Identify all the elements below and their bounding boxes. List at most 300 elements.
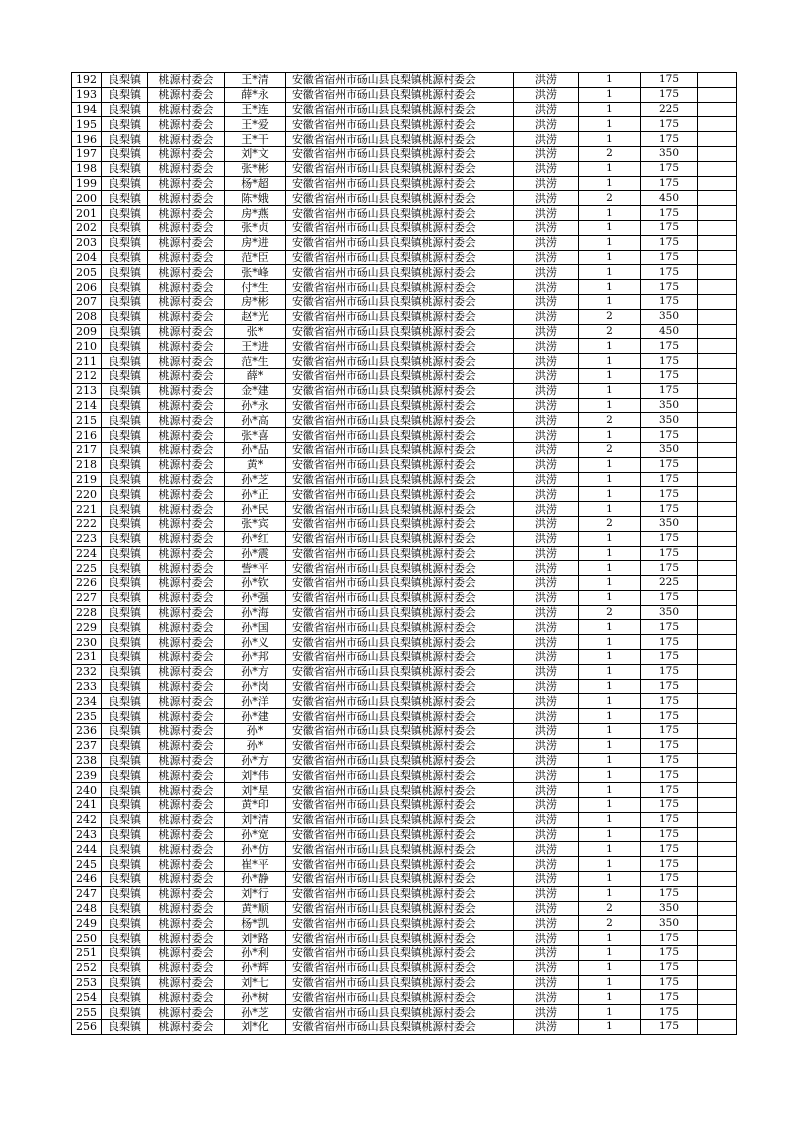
cell-town: 良梨镇 [102, 738, 148, 753]
cell-village-committee: 桃源村委会 [148, 886, 225, 901]
cell-row-number: 223 [72, 531, 102, 546]
cell-town: 良梨镇 [102, 916, 148, 931]
cell-address: 安徽省宿州市砀山县良梨镇桃源村委会 [286, 753, 514, 768]
cell-row-number: 205 [72, 265, 102, 280]
cell-amount: 175 [641, 546, 698, 561]
cell-town: 良梨镇 [102, 502, 148, 517]
table-row [72, 220, 737, 235]
cell-household-size: 2 [579, 916, 641, 931]
cell-household-size: 1 [579, 768, 641, 783]
cell-name: 付*生 [225, 280, 286, 295]
cell-disaster-type: 洪涝 [514, 561, 579, 576]
cell-amount: 175 [641, 265, 698, 280]
table-row [72, 472, 737, 487]
cell-remark [698, 931, 737, 946]
cell-town: 良梨镇 [102, 605, 148, 620]
cell-household-size: 1 [579, 206, 641, 221]
cell-address: 安徽省宿州市砀山县良梨镇桃源村委会 [286, 975, 514, 990]
table-row [72, 664, 737, 679]
cell-address: 安徽省宿州市砀山县良梨镇桃源村委会 [286, 294, 514, 309]
cell-village-committee: 桃源村委会 [148, 294, 225, 309]
cell-row-number: 224 [72, 546, 102, 561]
cell-household-size: 2 [579, 605, 641, 620]
cell-village-committee: 桃源村委会 [148, 161, 225, 176]
cell-town: 良梨镇 [102, 798, 148, 813]
cell-name: 王*清 [225, 73, 286, 88]
cell-amount: 175 [641, 339, 698, 354]
cell-village-committee: 桃源村委会 [148, 946, 225, 961]
cell-amount: 175 [641, 457, 698, 472]
cell-name: 孙*国 [225, 620, 286, 635]
cell-household-size: 1 [579, 753, 641, 768]
cell-disaster-type: 洪涝 [514, 1020, 579, 1035]
cell-address: 安徽省宿州市砀山县良梨镇桃源村委会 [286, 220, 514, 235]
cell-address: 安徽省宿州市砀山县良梨镇桃源村委会 [286, 605, 514, 620]
cell-address: 安徽省宿州市砀山县良梨镇桃源村委会 [286, 73, 514, 88]
cell-town: 良梨镇 [102, 650, 148, 665]
cell-amount: 175 [641, 664, 698, 679]
cell-village-committee: 桃源村委会 [148, 857, 225, 872]
cell-household-size: 2 [579, 309, 641, 324]
cell-amount: 175 [641, 487, 698, 502]
cell-town: 良梨镇 [102, 487, 148, 502]
table-row [72, 161, 737, 176]
cell-remark [698, 664, 737, 679]
cell-disaster-type: 洪涝 [514, 812, 579, 827]
cell-remark [698, 531, 737, 546]
cell-address: 安徽省宿州市砀山县良梨镇桃源村委会 [286, 664, 514, 679]
cell-village-committee: 桃源村委会 [148, 265, 225, 280]
cell-address: 安徽省宿州市砀山县良梨镇桃源村委会 [286, 635, 514, 650]
table-row [72, 87, 737, 102]
cell-amount: 175 [641, 768, 698, 783]
cell-town: 良梨镇 [102, 265, 148, 280]
cell-household-size: 1 [579, 975, 641, 990]
cell-amount: 175 [641, 368, 698, 383]
cell-household-size: 1 [579, 694, 641, 709]
cell-name: 孙*红 [225, 531, 286, 546]
cell-row-number: 208 [72, 309, 102, 324]
table-row [72, 857, 737, 872]
cell-disaster-type: 洪涝 [514, 117, 579, 132]
cell-town: 良梨镇 [102, 73, 148, 88]
cell-address: 安徽省宿州市砀山县良梨镇桃源村委会 [286, 280, 514, 295]
cell-disaster-type: 洪涝 [514, 783, 579, 798]
table-row [72, 738, 737, 753]
cell-amount: 175 [641, 206, 698, 221]
cell-name: 孙*钦 [225, 576, 286, 591]
cell-household-size: 1 [579, 428, 641, 443]
cell-household-size: 1 [579, 679, 641, 694]
cell-town: 良梨镇 [102, 664, 148, 679]
cell-disaster-type: 洪涝 [514, 428, 579, 443]
cell-disaster-type: 洪涝 [514, 502, 579, 517]
cell-name: 刘*化 [225, 1020, 286, 1035]
cell-disaster-type: 洪涝 [514, 724, 579, 739]
cell-address: 安徽省宿州市砀山县良梨镇桃源村委会 [286, 842, 514, 857]
cell-town: 良梨镇 [102, 990, 148, 1005]
cell-amount: 225 [641, 102, 698, 117]
cell-household-size: 1 [579, 724, 641, 739]
cell-household-size: 1 [579, 117, 641, 132]
cell-disaster-type: 洪涝 [514, 650, 579, 665]
cell-name: 孙*芝 [225, 1005, 286, 1020]
table-row [72, 531, 737, 546]
cell-household-size: 1 [579, 250, 641, 265]
cell-address: 安徽省宿州市砀山县良梨镇桃源村委会 [286, 990, 514, 1005]
cell-disaster-type: 洪涝 [514, 176, 579, 191]
cell-disaster-type: 洪涝 [514, 265, 579, 280]
cell-disaster-type: 洪涝 [514, 694, 579, 709]
cell-name: 陈*娥 [225, 191, 286, 206]
cell-name: 黄*印 [225, 798, 286, 813]
cell-disaster-type: 洪涝 [514, 516, 579, 531]
cell-remark [698, 946, 737, 961]
cell-village-committee: 桃源村委会 [148, 635, 225, 650]
cell-row-number: 203 [72, 235, 102, 250]
table-row [72, 280, 737, 295]
cell-household-size: 1 [579, 635, 641, 650]
cell-row-number: 200 [72, 191, 102, 206]
cell-town: 良梨镇 [102, 280, 148, 295]
cell-household-size: 1 [579, 872, 641, 887]
cell-village-committee: 桃源村委会 [148, 457, 225, 472]
cell-name: 孙*静 [225, 872, 286, 887]
cell-address: 安徽省宿州市砀山县良梨镇桃源村委会 [286, 428, 514, 443]
table-row [72, 635, 737, 650]
table-row [72, 339, 737, 354]
cell-row-number: 234 [72, 694, 102, 709]
cell-household-size: 1 [579, 1020, 641, 1035]
cell-village-committee: 桃源村委会 [148, 206, 225, 221]
cell-town: 良梨镇 [102, 309, 148, 324]
cell-disaster-type: 洪涝 [514, 886, 579, 901]
cell-town: 良梨镇 [102, 620, 148, 635]
cell-remark [698, 650, 737, 665]
cell-household-size: 1 [579, 650, 641, 665]
cell-amount: 450 [641, 324, 698, 339]
cell-town: 良梨镇 [102, 294, 148, 309]
cell-remark [698, 576, 737, 591]
cell-household-size: 1 [579, 783, 641, 798]
cell-name: 刘*路 [225, 931, 286, 946]
cell-amount: 175 [641, 753, 698, 768]
cell-name: 刘*伟 [225, 768, 286, 783]
cell-row-number: 243 [72, 827, 102, 842]
cell-remark [698, 428, 737, 443]
cell-amount: 175 [641, 472, 698, 487]
cell-remark [698, 354, 737, 369]
cell-row-number: 220 [72, 487, 102, 502]
cell-household-size: 1 [579, 857, 641, 872]
cell-amount: 175 [641, 1005, 698, 1020]
table-row [72, 946, 737, 961]
cell-town: 良梨镇 [102, 842, 148, 857]
cell-row-number: 244 [72, 842, 102, 857]
cell-amount: 175 [641, 220, 698, 235]
cell-village-committee: 桃源村委会 [148, 990, 225, 1005]
cell-name: 范*臣 [225, 250, 286, 265]
cell-amount: 175 [641, 946, 698, 961]
cell-disaster-type: 洪涝 [514, 768, 579, 783]
cell-amount: 175 [641, 960, 698, 975]
cell-row-number: 214 [72, 398, 102, 413]
table-row [72, 191, 737, 206]
cell-village-committee: 桃源村委会 [148, 73, 225, 88]
cell-remark [698, 102, 737, 117]
table-row [72, 206, 737, 221]
cell-row-number: 242 [72, 812, 102, 827]
cell-household-size: 1 [579, 561, 641, 576]
cell-name: 张*峰 [225, 265, 286, 280]
cell-disaster-type: 洪涝 [514, 87, 579, 102]
cell-address: 安徽省宿州市砀山县良梨镇桃源村委会 [286, 561, 514, 576]
table-row [72, 886, 737, 901]
cell-address: 安徽省宿州市砀山县良梨镇桃源村委会 [286, 590, 514, 605]
cell-disaster-type: 洪涝 [514, 590, 579, 605]
cell-disaster-type: 洪涝 [514, 73, 579, 88]
cell-town: 良梨镇 [102, 516, 148, 531]
cell-town: 良梨镇 [102, 975, 148, 990]
cell-village-committee: 桃源村委会 [148, 664, 225, 679]
table-row [72, 354, 737, 369]
cell-town: 良梨镇 [102, 250, 148, 265]
cell-village-committee: 桃源村委会 [148, 398, 225, 413]
cell-address: 安徽省宿州市砀山县良梨镇桃源村委会 [286, 931, 514, 946]
table-row [72, 383, 737, 398]
cell-remark [698, 975, 737, 990]
cell-row-number: 198 [72, 161, 102, 176]
cell-disaster-type: 洪涝 [514, 132, 579, 147]
cell-town: 良梨镇 [102, 132, 148, 147]
cell-household-size: 1 [579, 472, 641, 487]
cell-disaster-type: 洪涝 [514, 635, 579, 650]
cell-address: 安徽省宿州市砀山县良梨镇桃源村委会 [286, 368, 514, 383]
cell-name: 孙*义 [225, 635, 286, 650]
table-row [72, 516, 737, 531]
cell-amount: 350 [641, 146, 698, 161]
cell-address: 安徽省宿州市砀山县良梨镇桃源村委会 [286, 442, 514, 457]
cell-remark [698, 605, 737, 620]
cell-amount: 350 [641, 413, 698, 428]
cell-address: 安徽省宿州市砀山县良梨镇桃源村委会 [286, 724, 514, 739]
cell-address: 安徽省宿州市砀山县良梨镇桃源村委会 [286, 872, 514, 887]
cell-village-committee: 桃源村委会 [148, 383, 225, 398]
cell-household-size: 1 [579, 457, 641, 472]
cell-address: 安徽省宿州市砀山县良梨镇桃源村委会 [286, 191, 514, 206]
cell-village-committee: 桃源村委会 [148, 309, 225, 324]
cell-disaster-type: 洪涝 [514, 960, 579, 975]
cell-address: 安徽省宿州市砀山县良梨镇桃源村委会 [286, 117, 514, 132]
cell-row-number: 201 [72, 206, 102, 221]
cell-name: 孙*正 [225, 487, 286, 502]
table-row [72, 960, 737, 975]
cell-remark [698, 561, 737, 576]
cell-remark [698, 709, 737, 724]
cell-amount: 175 [641, 724, 698, 739]
cell-village-committee: 桃源村委会 [148, 428, 225, 443]
cell-address: 安徽省宿州市砀山县良梨镇桃源村委会 [286, 946, 514, 961]
cell-village-committee: 桃源村委会 [148, 487, 225, 502]
cell-household-size: 1 [579, 812, 641, 827]
cell-row-number: 215 [72, 413, 102, 428]
cell-disaster-type: 洪涝 [514, 413, 579, 428]
cell-name: 张*贞 [225, 220, 286, 235]
cell-address: 安徽省宿州市砀山县良梨镇桃源村委会 [286, 235, 514, 250]
cell-row-number: 230 [72, 635, 102, 650]
cell-row-number: 199 [72, 176, 102, 191]
cell-village-committee: 桃源村委会 [148, 516, 225, 531]
cell-address: 安徽省宿州市砀山县良梨镇桃源村委会 [286, 398, 514, 413]
cell-town: 良梨镇 [102, 709, 148, 724]
cell-disaster-type: 洪涝 [514, 576, 579, 591]
cell-row-number: 225 [72, 561, 102, 576]
cell-household-size: 1 [579, 383, 641, 398]
cell-name: 刘*清 [225, 812, 286, 827]
cell-household-size: 1 [579, 354, 641, 369]
cell-household-size: 1 [579, 709, 641, 724]
cell-address: 安徽省宿州市砀山县良梨镇桃源村委会 [286, 812, 514, 827]
cell-name: 孙*辉 [225, 960, 286, 975]
cell-remark [698, 398, 737, 413]
table-row [72, 324, 737, 339]
table-row [72, 561, 737, 576]
table-row [72, 487, 737, 502]
cell-name: 孙*芝 [225, 472, 286, 487]
cell-name: 张* [225, 324, 286, 339]
cell-town: 良梨镇 [102, 561, 148, 576]
table-row [72, 102, 737, 117]
table-row [72, 709, 737, 724]
cell-disaster-type: 洪涝 [514, 102, 579, 117]
cell-town: 良梨镇 [102, 87, 148, 102]
cell-remark [698, 516, 737, 531]
cell-address: 安徽省宿州市砀山县良梨镇桃源村委会 [286, 620, 514, 635]
cell-remark [698, 87, 737, 102]
cell-remark [698, 146, 737, 161]
cell-row-number: 212 [72, 368, 102, 383]
cell-amount: 175 [641, 531, 698, 546]
cell-name: 范*生 [225, 354, 286, 369]
cell-row-number: 213 [72, 383, 102, 398]
cell-address: 安徽省宿州市砀山县良梨镇桃源村委会 [286, 413, 514, 428]
cell-village-committee: 桃源村委会 [148, 842, 225, 857]
cell-address: 安徽省宿州市砀山县良梨镇桃源村委会 [286, 250, 514, 265]
cell-row-number: 231 [72, 650, 102, 665]
cell-name: 孙*民 [225, 502, 286, 517]
cell-town: 良梨镇 [102, 442, 148, 457]
cell-household-size: 1 [579, 576, 641, 591]
cell-row-number: 206 [72, 280, 102, 295]
cell-household-size: 1 [579, 960, 641, 975]
cell-remark [698, 191, 737, 206]
cell-disaster-type: 洪涝 [514, 191, 579, 206]
cell-household-size: 1 [579, 73, 641, 88]
cell-disaster-type: 洪涝 [514, 368, 579, 383]
cell-address: 安徽省宿州市砀山县良梨镇桃源村委会 [286, 176, 514, 191]
cell-remark [698, 132, 737, 147]
cell-amount: 175 [641, 783, 698, 798]
cell-amount: 175 [641, 383, 698, 398]
cell-name: 房*彬 [225, 294, 286, 309]
cell-row-number: 249 [72, 916, 102, 931]
cell-name: 房*进 [225, 235, 286, 250]
cell-address: 安徽省宿州市砀山县良梨镇桃源村委会 [286, 531, 514, 546]
cell-household-size: 1 [579, 946, 641, 961]
cell-row-number: 211 [72, 354, 102, 369]
cell-remark [698, 768, 737, 783]
cell-household-size: 1 [579, 798, 641, 813]
cell-disaster-type: 洪涝 [514, 309, 579, 324]
cell-village-committee: 桃源村委会 [148, 709, 225, 724]
cell-household-size: 1 [579, 502, 641, 517]
cell-town: 良梨镇 [102, 576, 148, 591]
cell-remark [698, 901, 737, 916]
cell-row-number: 236 [72, 724, 102, 739]
cell-village-committee: 桃源村委会 [148, 561, 225, 576]
table-row [72, 590, 737, 605]
cell-disaster-type: 洪涝 [514, 398, 579, 413]
cell-disaster-type: 洪涝 [514, 442, 579, 457]
table-row [72, 620, 737, 635]
table-row [72, 975, 737, 990]
cell-name: 孙*洋 [225, 694, 286, 709]
cell-row-number: 238 [72, 753, 102, 768]
table-row [72, 931, 737, 946]
cell-address: 安徽省宿州市砀山县良梨镇桃源村委会 [286, 354, 514, 369]
cell-disaster-type: 洪涝 [514, 798, 579, 813]
cell-disaster-type: 洪涝 [514, 383, 579, 398]
cell-address: 安徽省宿州市砀山县良梨镇桃源村委会 [286, 457, 514, 472]
cell-address: 安徽省宿州市砀山县良梨镇桃源村委会 [286, 206, 514, 221]
cell-household-size: 2 [579, 413, 641, 428]
table-row [72, 650, 737, 665]
cell-amount: 350 [641, 442, 698, 457]
cell-remark [698, 206, 737, 221]
cell-address: 安徽省宿州市砀山县良梨镇桃源村委会 [286, 339, 514, 354]
cell-amount: 350 [641, 516, 698, 531]
cell-remark [698, 309, 737, 324]
cell-village-committee: 桃源村委会 [148, 339, 225, 354]
cell-household-size: 1 [579, 487, 641, 502]
cell-village-committee: 桃源村委会 [148, 901, 225, 916]
table-row [72, 798, 737, 813]
cell-village-committee: 桃源村委会 [148, 605, 225, 620]
cell-household-size: 1 [579, 132, 641, 147]
cell-household-size: 1 [579, 368, 641, 383]
cell-village-committee: 桃源村委会 [148, 960, 225, 975]
cell-village-committee: 桃源村委会 [148, 931, 225, 946]
cell-address: 安徽省宿州市砀山县良梨镇桃源村委会 [286, 679, 514, 694]
cell-name: 王*进 [225, 339, 286, 354]
cell-village-committee: 桃源村委会 [148, 354, 225, 369]
cell-address: 安徽省宿州市砀山县良梨镇桃源村委会 [286, 886, 514, 901]
cell-town: 良梨镇 [102, 206, 148, 221]
cell-name: 孙*邦 [225, 650, 286, 665]
cell-disaster-type: 洪涝 [514, 472, 579, 487]
cell-village-committee: 桃源村委会 [148, 590, 225, 605]
cell-village-committee: 桃源村委会 [148, 472, 225, 487]
cell-remark [698, 1020, 737, 1035]
cell-row-number: 209 [72, 324, 102, 339]
table-row [72, 368, 737, 383]
cell-address: 安徽省宿州市砀山县良梨镇桃源村委会 [286, 650, 514, 665]
document-sheet [71, 72, 705, 1035]
cell-row-number: 245 [72, 857, 102, 872]
table-row [72, 457, 737, 472]
cell-row-number: 247 [72, 886, 102, 901]
cell-town: 良梨镇 [102, 176, 148, 191]
